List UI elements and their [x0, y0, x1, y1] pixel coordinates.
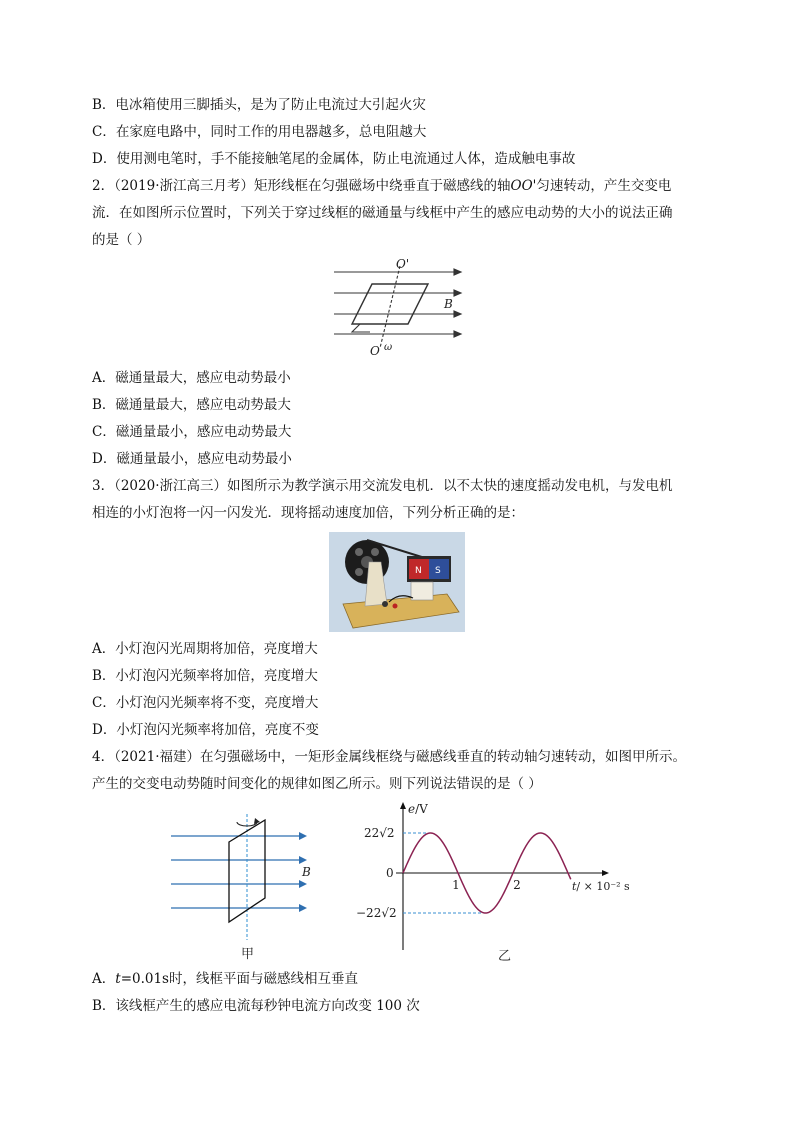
label-b: B	[444, 297, 453, 311]
caption-jia: 甲	[241, 947, 255, 962]
q2-stem-line1: 2．（2019·浙江高三月考）矩形线框在匀强磁场中绕垂直于磁感线的轴OO'匀速转动，产生交变电	[92, 178, 672, 194]
arrow-right-icon	[299, 856, 307, 864]
y-axis-arrow-icon	[400, 802, 406, 809]
coil-frame	[352, 284, 428, 324]
q2-stem-line2: 流．在如图所示位置时，下列关于穿过线框的磁通量与线框中产生的感应电动势的大小的说法正确	[92, 205, 673, 221]
q3-option-d: D．小灯泡闪光频率将加倍，亮度不变	[92, 722, 319, 738]
q4-stem-line1: 4．（2021·福建）在匀强磁场中，一矩形金属线框绕与磁感线垂直的转动轴匀速转动，如图甲所示。	[92, 749, 686, 765]
x-tick-label-2: 2	[513, 878, 521, 892]
q1-option-c: C．在家庭电路中，同时工作的用电器越多，总电阻越大	[92, 124, 427, 140]
arrow-right-icon	[299, 880, 307, 888]
q2-option-a: A．磁通量最大，感应电动势最小	[92, 370, 291, 386]
q1-option-d: D．使用测电笔时，手不能接触笔尾的金属体，防止电流通过人体，造成触电事故	[92, 151, 576, 167]
x-axis-arrow-icon	[602, 870, 609, 876]
y-tick-label-bottom: −22√2	[356, 906, 397, 920]
label-o-prime: O'	[396, 258, 410, 271]
q2-stem-line3: 的是（ ）	[92, 232, 151, 248]
arrow-right-icon	[299, 832, 307, 840]
coil-holder	[411, 582, 433, 600]
rotation-axis	[380, 266, 400, 348]
q4-option-a: A．t=0.01s时，线框平面与磁感线相互垂直	[92, 971, 358, 987]
q2-figure-rotating-frame	[330, 258, 465, 360]
arrow-right-icon	[299, 904, 307, 912]
label-b: B	[302, 865, 311, 879]
x-tick-label-1: 1	[452, 878, 460, 892]
q2-option-b: B．磁通量最大，感应电动势最大	[92, 397, 291, 413]
arrow-right-icon	[454, 311, 461, 317]
label-o: O	[370, 344, 380, 358]
arrow-right-icon	[454, 269, 461, 275]
q1-option-b: B．电冰箱使用三脚插头，是为了防止电流过大引起火灾	[92, 97, 426, 113]
magnet-s-label: S	[435, 566, 441, 576]
q3-stem-line1: 3．（2020·浙江高三）如图所示为教学演示用交流发电机．以不太快的速度摇动发电机，与发电机	[92, 478, 673, 494]
label-omega: ω	[384, 342, 393, 353]
x-axis-label: t/ × 10⁻² s	[572, 880, 630, 893]
q3-stem-line2: 相连的小灯泡将一闪一闪发光．现将摇动速度加倍，下列分析正确的是：	[92, 505, 524, 521]
q4-stem-line2: 产生的交变电动势随时间变化的规律如图乙所示。则下列说法错误的是（ ）	[92, 776, 542, 792]
q3-option-c: C．小灯泡闪光频率将不变，亮度增大	[92, 695, 319, 711]
q3-option-a: A．小灯泡闪光周期将加倍，亮度增大	[92, 641, 318, 657]
y-tick-label-top: 22√2	[364, 826, 395, 840]
bulb	[382, 601, 388, 607]
y-tick-label-zero: 0	[386, 866, 394, 880]
q4-figure-yi-chart	[352, 800, 634, 966]
lead-wire	[352, 324, 370, 332]
q3-option-b: B．小灯泡闪光频率将加倍，亮度增大	[92, 668, 318, 684]
q3-generator-photo	[329, 532, 465, 632]
arrow-right-icon	[454, 290, 461, 296]
q4-figure-jia	[165, 810, 325, 962]
q2-option-d: D．磁通量最小，感应电动势最小	[92, 451, 292, 467]
arrow-right-icon	[454, 331, 461, 337]
q2-option-c: C．磁通量最小，感应电动势最大	[92, 424, 292, 440]
q4-option-b: B．该线框产生的感应电流每秒钟电流方向改变 100 次	[92, 998, 420, 1014]
magnet-n-label: N	[415, 566, 422, 576]
y-axis-label: e/V	[408, 802, 428, 816]
caption-yi: 乙	[498, 949, 512, 964]
